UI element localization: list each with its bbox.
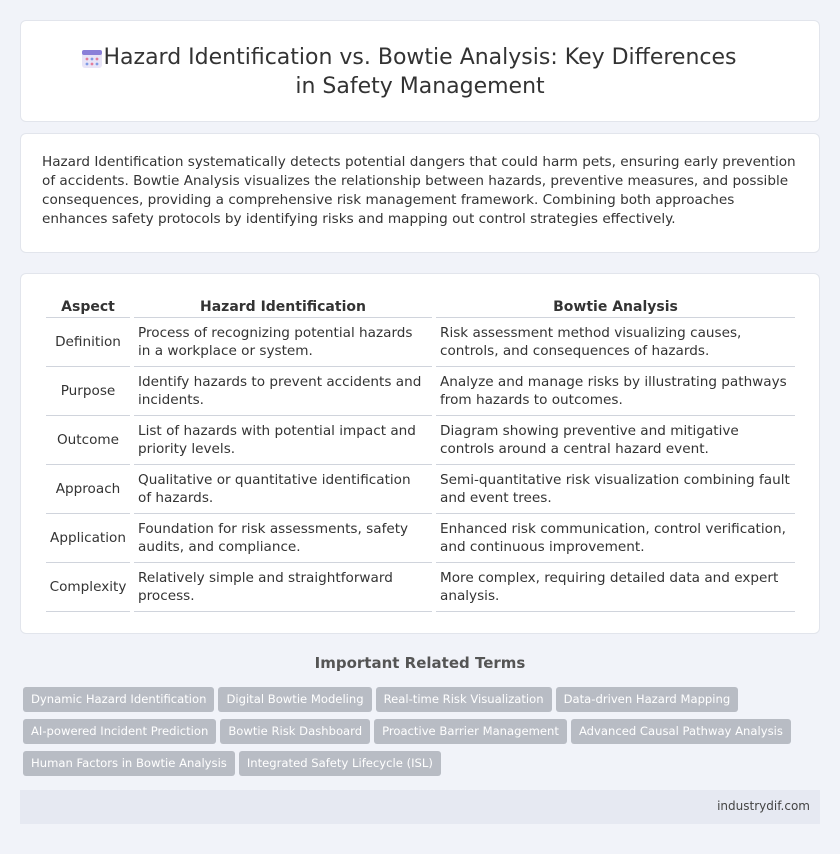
header-hazard-identification: Hazard Identification xyxy=(134,296,432,318)
related-term-tag[interactable]: Advanced Causal Pathway Analysis xyxy=(571,719,791,744)
title-card xyxy=(20,20,820,122)
related-term-tag[interactable]: Digital Bowtie Modeling xyxy=(218,687,371,712)
related-term-tag[interactable]: AI-powered Incident Prediction xyxy=(23,719,216,744)
table-row xyxy=(46,514,795,563)
row-aspect: Approach xyxy=(46,465,130,514)
intro-paragraph: Hazard Identification systematically detects potential dangers that could harm pets, ensuring early prevention of accidents. Bowtie Analysis visualizes the relationship between hazards, preventive measures, and possible consequences, providing a comprehensive risk management framework. Combining both approaches enhances safety protocols by identifying risks and mapping out control strategies effectively. xyxy=(42,154,796,227)
related-term-tag[interactable]: Integrated Safety Lifecycle (ISL) xyxy=(239,751,441,776)
row-hazard-identification: Relatively simple and straightforward process. xyxy=(134,563,432,612)
related-term-tag[interactable]: Dynamic Hazard Identification xyxy=(23,687,214,712)
row-aspect: Outcome xyxy=(46,416,130,465)
row-hazard-identification: Process of recognizing potential hazards in a workplace or system. xyxy=(134,318,432,367)
footer xyxy=(20,790,820,824)
related-term-tag[interactable]: Real-time Risk Visualization xyxy=(376,687,552,712)
row-bowtie-analysis: Semi-quantitative risk visualization combining fault and event trees. xyxy=(436,465,795,514)
related-term-tag[interactable]: Proactive Barrier Management xyxy=(374,719,567,744)
comparison-table xyxy=(42,296,799,612)
table-row xyxy=(46,465,795,514)
table-row xyxy=(46,416,795,465)
comparison-card xyxy=(20,273,820,634)
row-aspect: Purpose xyxy=(46,367,130,416)
header-bowtie-analysis: Bowtie Analysis xyxy=(436,296,795,318)
related-term-tag[interactable]: Data-driven Hazard Mapping xyxy=(556,687,739,712)
related-term-tag[interactable]: Bowtie Risk Dashboard xyxy=(220,719,370,744)
header-aspect: Aspect xyxy=(46,296,130,318)
row-aspect: Application xyxy=(46,514,130,563)
table-row xyxy=(46,318,795,367)
row-hazard-identification: Identify hazards to prevent accidents and incidents. xyxy=(134,367,432,416)
related-terms xyxy=(23,687,803,783)
footer-site-link[interactable]: industrydif.com xyxy=(717,799,810,813)
row-bowtie-analysis: Analyze and manage risks by illustrating pathways from hazards to outcomes. xyxy=(436,367,795,416)
row-bowtie-analysis: Risk assessment method visualizing causes, controls, and consequences of hazards. xyxy=(436,318,795,367)
row-bowtie-analysis: Diagram showing preventive and mitigative controls around a central hazard event. xyxy=(436,416,795,465)
page-title: Hazard Identification vs. Bowtie Analysis: Key Differences in Safety Management xyxy=(103,45,737,99)
row-bowtie-analysis: More complex, requiring detailed data and expert analysis. xyxy=(436,563,795,612)
table-row xyxy=(46,367,795,416)
row-hazard-identification: Foundation for risk assessments, safety audits, and compliance. xyxy=(134,514,432,563)
table-row xyxy=(46,563,795,612)
row-hazard-identification: List of hazards with potential impact and priority levels. xyxy=(134,416,432,465)
row-aspect: Complexity xyxy=(46,563,130,612)
row-bowtie-analysis: Enhanced risk communication, control verification, and continuous improvement. xyxy=(436,514,795,563)
intro-card xyxy=(20,133,820,253)
row-hazard-identification: Qualitative or quantitative identification of hazards. xyxy=(134,465,432,514)
related-terms-heading: Important Related Terms xyxy=(314,654,526,672)
related-term-tag[interactable]: Human Factors in Bowtie Analysis xyxy=(23,751,235,776)
row-aspect: Definition xyxy=(46,318,130,367)
